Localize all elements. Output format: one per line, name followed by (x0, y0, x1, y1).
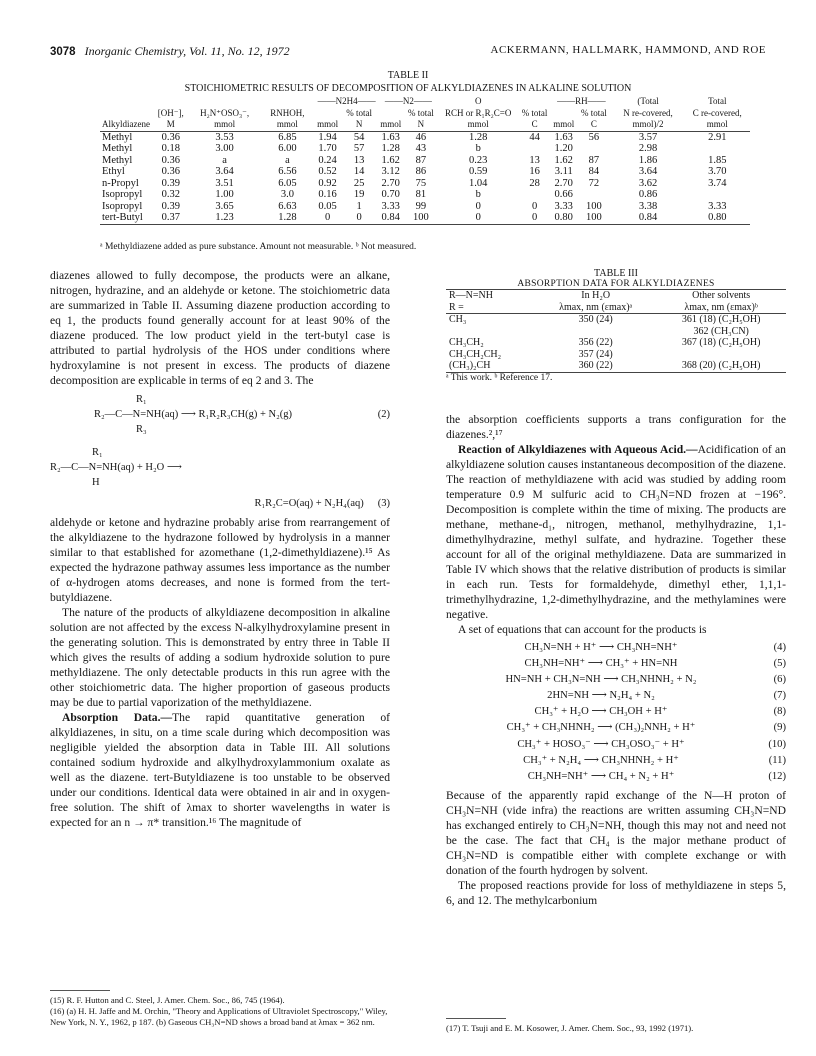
table-row (446, 349, 786, 361)
table-cell (518, 189, 551, 201)
group-n2h4: ——N2H4—— (317, 96, 376, 106)
table-cell: 6.05 (278, 177, 297, 189)
table-cell: b (475, 143, 481, 154)
table-cell: 3.00 (215, 143, 234, 154)
reaction-body: CH₃⁺ + H₂O ⟶ CH₃OH + H⁺ (534, 706, 668, 718)
paragraph-text: Acidification of an alkyldiazene solution causes instantaneous decomposition of the diazene. The reaction of methyldiazene with acid was studied by adding room temperature 0.9 M sulfuric acid to CH₃N=ND frozen at −196°. Decomposition is complete within the time of mixing. The products are methane, methane-d₁, nitrogen, methanol, methylhydrazine, 1,1-dimethylhydrazine, methyl sulfate, and hydrazine. Together these account for all of the original methyldiazene. Data are summarized in Table IV which shows that the relative distribution of products is similar in each run. Tests for formaldehyde, dimethyl ether, 1,1,1-trimethylhydrazine, 1,2-dimethylhydrazine, and the methylamines were negative. (446, 443, 786, 621)
table-cell: 350 (24) (578, 314, 613, 325)
table-cell: 2.70 (381, 177, 400, 189)
table-cell: 1.28 (260, 212, 315, 224)
table-row (100, 178, 750, 190)
table-cell: 3.51 (215, 177, 234, 189)
reaction-equation (446, 737, 786, 753)
table-cell: 1.94 (315, 131, 340, 143)
substituent-h: H (92, 477, 100, 488)
table-cell: Ethyl (102, 166, 125, 177)
table-cell: 84 (588, 166, 600, 177)
table-cell: 44 (518, 131, 551, 143)
right-column (446, 412, 786, 908)
table-cell: 3.33 (381, 200, 400, 212)
table-cell: 56 (576, 131, 611, 143)
section-heading: Absorption Data.— (62, 711, 173, 724)
equation-number: (6) (773, 674, 786, 686)
table-cell: 3.62 (638, 177, 658, 189)
table-cell: 3.64 (638, 166, 658, 177)
table2-header-6: mmol (378, 108, 403, 132)
table-cell: R—N=NH (446, 290, 535, 302)
page-number: 3078 (50, 46, 76, 58)
reaction-equation (446, 704, 786, 720)
table3-footnote: ᵃ This work. ᵇ Reference 17. (446, 372, 553, 383)
table-cell (685, 143, 750, 155)
table-cell: 0.05 (318, 200, 337, 212)
table-row (100, 131, 750, 143)
table-cell: 75 (415, 177, 427, 189)
table-cell: 100 (576, 212, 611, 224)
table-cell: 1.28 (438, 131, 518, 143)
reaction-body: CH₃N=NH + H⁺ ⟶ CH₃NH=NH⁺ (524, 642, 678, 653)
table-cell: CH₃CH₂ (449, 337, 484, 348)
table2-header-10: mmol (551, 108, 576, 132)
reaction-body: 2HN=NH ⟶ N₂H₄ + N₂ (547, 690, 655, 702)
table-cell: 54 (340, 131, 378, 143)
table2-header-3: RNHOH, mmol (260, 108, 315, 132)
table-cell: 1.23 (190, 212, 260, 224)
table-cell: 0.36 (161, 166, 180, 177)
table-cell: tert-Butyl (100, 212, 152, 224)
left-column (50, 268, 390, 830)
table-cell: 0.23 (469, 154, 488, 166)
table2-title: STOICHIOMETRIC RESULTS OF DECOMPOSITION OF ALKYLDIAZENES IN ALKALINE SOLUTION (184, 83, 632, 94)
table2-label: TABLE II (387, 70, 429, 81)
table-cell: 3.53 (190, 131, 260, 143)
table-cell: 1.63 (378, 131, 403, 143)
table2-header-1: [OH⁻], M (152, 108, 190, 132)
reaction-equation (446, 720, 786, 736)
table-row (100, 155, 750, 167)
right-footnotes (446, 1018, 786, 1034)
table-cell: 3.57 (611, 131, 684, 143)
table-cell: 0.39 (161, 200, 180, 212)
table-cell: 43 (415, 143, 427, 154)
table-cell: 3.12 (381, 166, 400, 177)
section-heading: Reaction of Alkyldiazenes with Aqueous Acid.— (458, 443, 698, 456)
table-cell (576, 189, 611, 201)
table-cell: a (222, 154, 227, 166)
paragraph-text: The rapid quantitative generation of alkyldiazenes, in situ, on a time scale during which decomposition was negligible yielded the absorption data in Table III. All solutions contained sodium hydroxide and alkylhydroxylammonium oxalate as well as the diazene. tert-Butyldiazene is too unstable to be observed under our conditions. Identical data were obtained in air and in oxygen-free solution. The shift of λmax to shorter wavelengths in water is expected for an n → π* transition.¹⁶ The magnitude of (50, 711, 390, 829)
table3-title: ABSORPTION DATA FOR ALKYLDIAZENES (517, 279, 715, 289)
table-cell: n-Propyl (102, 177, 139, 189)
table-cell: 6.63 (278, 200, 297, 212)
table-cell: 87 (415, 154, 427, 166)
paragraph: Because of the apparently rapid exchange of the N—H proton of CH₃N=NH (vide infra) the reactions are written assuming CH₃N=ND has exchanged entirely to CH₃N=NH, though this may not and need not be the case. The fact that CH₄ is the major methane product of CH₃N=ND is compatible either with complete exchange or with donation of the fourth hydrogen by solvent. (446, 788, 786, 877)
table-cell: Other solvents (656, 290, 786, 302)
table-cell: 360 (22) (535, 360, 656, 372)
equation-number: (8) (773, 706, 786, 718)
table-cell: 72 (588, 177, 600, 189)
table-row (446, 302, 786, 314)
table-cell: 0.92 (318, 177, 337, 189)
table3 (446, 289, 786, 373)
table-cell: 0 (340, 212, 378, 224)
reaction-equation (446, 769, 786, 785)
table-cell: 1.62 (381, 154, 400, 166)
group-rh: ——RH—— (557, 96, 606, 106)
running-header (50, 44, 766, 60)
table-cell: λmax, nm (εmax)ᵇ (656, 302, 786, 314)
table-cell: 13 (353, 154, 365, 166)
table-cell: 0.84 (378, 212, 403, 224)
reaction-equation (446, 656, 786, 672)
table-cell (446, 326, 535, 338)
equation-3 (50, 445, 390, 511)
table2-header-7: % total N (403, 108, 438, 132)
author-line: ACKERMANN, HALLMARK, HAMMOND, AND ROE (490, 44, 766, 56)
table2-header-13: C re-covered, mmol (685, 108, 750, 132)
table-row (446, 360, 786, 372)
table2-footnote: ᵃ Methyldiazene added as pure substance. Amount not measurable. ᵇ Not measured. (100, 242, 417, 252)
table-cell: Methyl (102, 154, 133, 166)
table-cell: 0 (518, 212, 551, 224)
table-cell: 100 (403, 212, 438, 224)
reaction-body: CH₃NH=NH⁺ ⟶ CH₄ + N₂ + H⁺ (527, 770, 675, 782)
reaction-equation (446, 672, 786, 688)
table-cell: a (285, 154, 290, 166)
table-cell (518, 143, 551, 155)
table2-header-11: % total C (576, 108, 611, 132)
group-total-c: Total (708, 96, 727, 106)
reaction-list (446, 640, 786, 785)
paragraph (50, 710, 390, 830)
paragraph: The proposed reactions provide for loss of methyldiazene in steps 5, 6, and 12. The methylcarbonium (446, 878, 786, 907)
table-cell: R = (446, 302, 535, 314)
equation-number: (3) (377, 498, 390, 509)
equation-number: (5) (773, 658, 786, 670)
table2-header-9: % total C (518, 108, 551, 132)
table-cell: 3.65 (215, 200, 234, 212)
reaction-body: CH₃⁺ + N₂H₄ ⟶ CH₃NHNH₂ + H⁺ (523, 754, 679, 766)
paragraph: The nature of the products of alkyldiazene decomposition in alkaline solution are not affected by the excess N-alkylhydroxylamine present in the generating solution. This is demonstrated by entry three in Table II which gives the results of adding a sodium hydroxide solution to pure methyldiazene. The only detectable products in this run agree with the other stoichiometric data. The higher proportion of gaseous products may be due to partial vaporization of the methyldiazene. (50, 606, 390, 709)
table-row (446, 314, 786, 326)
table-cell: 13 (529, 154, 540, 166)
table-cell: 0.36 (161, 154, 180, 166)
table-cell: 0.86 (638, 189, 658, 200)
substituent-r1: R₁ (136, 394, 147, 405)
table-cell: 0.80 (685, 212, 750, 224)
table2-header-12: N re-covered, mmol)/2 (611, 108, 684, 132)
equation-number: (9) (773, 722, 786, 734)
table-cell: 46 (403, 131, 438, 143)
table-cell: 2.70 (554, 177, 573, 189)
table-cell: 1.28 (381, 143, 400, 154)
table-cell: 6.85 (260, 131, 315, 143)
paragraph: diazenes allowed to fully decompose, the products were an alkane, nitrogen, hydrazine, and an aldehyde or ketone. The stoichiometric data are summarized in Table II. Assuming diazene production according to eq 1, the products found generally account for at least 90% of the diazene produced. The low product yield in the tert-butyl case is attributed to partial hydrolysis of the HOS under conditions where hydroxylamine is not present in excess. The products of diazene decomposition are explicable in terms of eq 2 and 3. The (50, 269, 390, 387)
table-cell: 0.24 (318, 154, 337, 166)
table-cell: 3.11 (554, 166, 573, 177)
table-cell: 361 (18) (C₂H₅OH) (681, 314, 761, 325)
table-cell: 86 (415, 166, 427, 177)
table-cell: 19 (353, 189, 365, 200)
table-cell: 6.56 (278, 166, 297, 177)
table-cell: 1.86 (638, 154, 658, 166)
table-cell (656, 349, 786, 361)
footnote-15: (15) R. F. Hutton and C. Steel, J. Amer. Chem. Soc., 86, 745 (1964). (50, 995, 285, 1005)
table-cell: 25 (353, 177, 365, 189)
table-row (446, 326, 786, 338)
table-row (100, 212, 750, 224)
table-cell: 0.18 (161, 143, 180, 154)
table2-header-5: % total N (340, 108, 378, 132)
table-cell: λmax, nm (εmax)ᵃ (535, 302, 656, 314)
table-cell: 357 (24) (578, 348, 613, 360)
table-cell: 1.62 (554, 154, 573, 166)
equation-number: (4) (773, 642, 786, 653)
table-cell: 368 (20) (C₂H₅OH) (656, 360, 786, 372)
table-cell (685, 189, 750, 201)
table-cell: 0.16 (318, 189, 337, 200)
footnote-16: (16) (a) H. H. Jaffe and M. Orchin, "Theory and Applications of Ultraviolet Spectroscopy," Wiley, New York, N. Y., 1962, p 187. (b) Gaseous CH₃N=ND shows a broad band at λmax = 362 nm. (50, 1006, 388, 1027)
paragraph: A set of equations that can account for the products is (458, 623, 707, 636)
table-cell: 2.91 (685, 131, 750, 143)
table-cell: 3.0 (280, 189, 294, 200)
table-cell: Methyl (100, 131, 152, 143)
table-cell: 81 (415, 189, 427, 200)
substituent-r3: R₃ (136, 424, 147, 435)
reaction-body: CH₃⁺ + CH₃NHNH₂ ⟶ (CH₃)₂NNH₂ + H⁺ (506, 722, 696, 734)
table-cell: In H₂O (535, 290, 656, 302)
table-cell: Isopropyl (102, 200, 143, 212)
table-cell: 0 (531, 200, 538, 212)
reaction-equation (446, 753, 786, 769)
table-row (446, 290, 786, 302)
table-cell: 356 (22) (578, 337, 613, 348)
equation-3-body: R₂—C—N=NH(aq) + H₂O ⟶ (50, 462, 182, 473)
table-row (100, 143, 750, 155)
table2-header-4: mmol (315, 108, 340, 132)
table-cell: 0.36 (152, 131, 190, 143)
table-cell: 0.59 (469, 166, 488, 177)
table-cell: 16 (529, 166, 540, 177)
table-cell: 0.52 (318, 166, 337, 177)
table-cell: 100 (585, 200, 602, 212)
table3-label: TABLE III (594, 268, 638, 279)
table-cell: 2.98 (638, 143, 658, 154)
equation-number: (12) (768, 770, 786, 782)
journal-citation: Inorganic Chemistry, Vol. 11, No. 12, 1972 (84, 44, 290, 58)
table-cell (535, 326, 656, 338)
paragraph (446, 442, 786, 622)
equation-number: (11) (768, 754, 786, 766)
equation-2 (94, 392, 390, 437)
table-cell: 1.00 (215, 189, 234, 200)
table-cell: 14 (353, 166, 365, 177)
table-cell: 87 (588, 154, 600, 166)
table-cell: 0.37 (152, 212, 190, 224)
table-cell: (CH₃)₂CH (446, 360, 535, 372)
table-cell: 1 (356, 200, 362, 212)
reaction-equation (446, 640, 786, 656)
table-row (446, 337, 786, 349)
table-cell: 0.80 (551, 212, 576, 224)
table-cell: Isopropyl (102, 189, 143, 200)
table-cell (576, 143, 611, 155)
table-cell: 3.38 (638, 200, 658, 212)
table-cell: 1.04 (469, 177, 488, 189)
table3-block (446, 268, 786, 383)
equation-3-products: R₁R₂C=O(aq) + N₂H₄(aq) (254, 498, 364, 509)
table-cell: 57 (353, 143, 365, 154)
table-cell: 1.63 (551, 131, 576, 143)
left-footnotes (50, 990, 390, 1028)
table-cell: 99 (415, 200, 427, 212)
group-total-n: (Total (637, 96, 659, 106)
group-o: O (474, 96, 482, 106)
table-cell: 6.00 (278, 143, 297, 154)
table-cell: 0 (315, 212, 340, 224)
table-cell: 0 (438, 212, 518, 224)
table-cell: 3.74 (708, 177, 727, 189)
footnote-17: (17) T. Tsuji and E. M. Kosower, J. Amer. Chem. Soc., 93, 1992 (1971). (446, 1023, 694, 1033)
table-cell: Methyl (102, 143, 133, 154)
table2 (100, 96, 750, 225)
table-row (100, 166, 750, 178)
table-cell: 367 (18) (C₂H₅OH) (681, 337, 761, 348)
table-cell: 0 (475, 200, 481, 212)
table-cell: 28 (529, 177, 540, 189)
table2-header-2: H₂N⁺OSO₃⁻, mmol (190, 108, 260, 132)
table-cell: 3.64 (215, 166, 234, 177)
equation-number: (2) (377, 409, 390, 420)
table-cell: 0.70 (381, 189, 400, 200)
equation-number: (10) (768, 738, 786, 750)
table-row (100, 189, 750, 201)
table-cell: b (475, 189, 481, 200)
table-cell: 0.39 (161, 177, 180, 189)
table-cell: 0.66 (554, 189, 573, 200)
equation-number: (7) (773, 690, 786, 702)
substituent-r1: R₁ (92, 447, 103, 458)
table-cell: 362 (CH₃CN) (693, 325, 749, 337)
table-cell: CH₃CH₂CH₂ (449, 348, 502, 360)
table2-header-8: RCH or R₁R₂C=O mmol (438, 108, 518, 132)
table-cell: 1.20 (554, 143, 573, 154)
table-cell: CH₃ (449, 314, 467, 325)
paragraph: aldehyde or ketone and hydrazine probably arise from rearrangement of the alkyldiazene to the hydrazone followed by hydrolysis in a manner similar to that established for azomethane (1,2-dimethyldiazene).¹⁵ As expected the hydrazone pathway assumes less importance as the number of α-hydrogen atoms decreases, and none is formed from the tert-butyldiazene. (50, 516, 390, 604)
equation-2-body: R₂—C—N=NH(aq) ⟶ R₁R₂R₃CH(g) + N₂(g) (94, 409, 293, 420)
group-n2: ——N2—— (384, 96, 432, 106)
reaction-equation (446, 688, 786, 704)
table-cell: 3.33 (554, 200, 573, 212)
table2-header-0: Alkyldiazene (100, 108, 152, 132)
table-cell: 0.32 (161, 189, 180, 200)
reaction-body: CH₃NH=NH⁺ ⟶ CH₃⁺ + HN=NH (524, 658, 678, 670)
table-cell: 1.70 (318, 143, 337, 154)
table-row (100, 201, 750, 213)
table-cell: 3.33 (708, 200, 727, 212)
paragraph: the absorption coefficients supports a trans configuration for the diazenes.²,¹⁷ (446, 413, 786, 441)
table-cell: 3.70 (708, 166, 727, 177)
table-cell: 1.85 (708, 154, 727, 166)
reaction-body: CH₃⁺ + HOSO₃⁻ ⟶ CH₃OSO₃⁻ + H⁺ (517, 738, 685, 750)
reaction-body: HN=NH + CH₃N=NH ⟶ CH₃NHNH₂ + N₂ (505, 674, 697, 686)
table-cell: 0.84 (611, 212, 684, 224)
